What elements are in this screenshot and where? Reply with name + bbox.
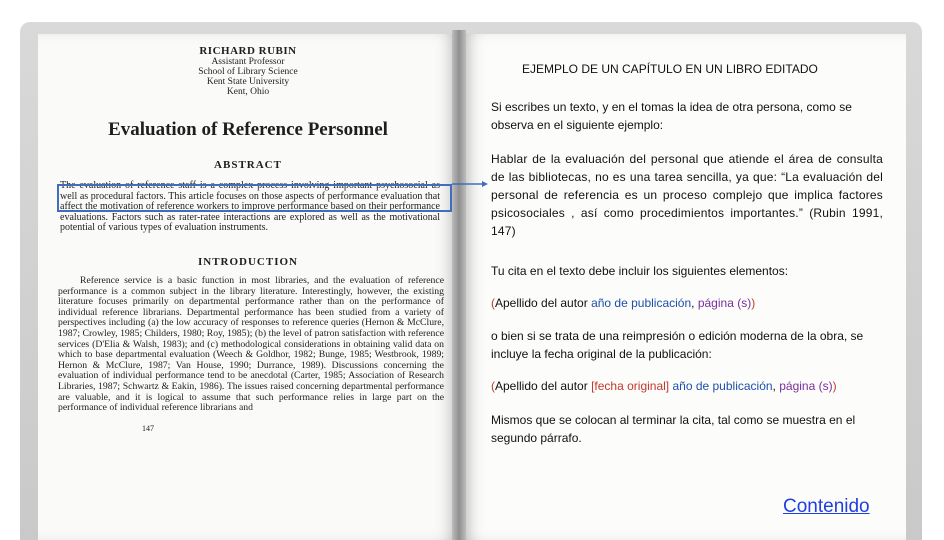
paren-open: (	[491, 296, 495, 310]
reprint-paragraph: o bien si se trata de una reimpresión o edición moderna de la obra, se incluye la fecha original de la publicación:	[491, 329, 864, 361]
closing-paragraph: Mismos que se colocan al terminar la cita, tal como se muestra en el segundo párrafo.	[491, 413, 856, 445]
elements-paragraph: Tu cita en el texto debe incluir los siguientes elementos:	[491, 264, 789, 278]
paren-close: )	[832, 379, 837, 393]
citation-format-1	[491, 294, 883, 312]
page-number: 147	[142, 423, 154, 433]
arrow-icon	[452, 181, 488, 187]
format-sep: ,	[691, 296, 698, 310]
paren-close: )	[751, 296, 756, 310]
article-author: RICHARD RUBIN	[199, 45, 297, 57]
introduction-heading: INTRODUCTION	[197, 255, 298, 268]
format-sep: ,	[772, 379, 780, 393]
scanned-article	[48, 40, 448, 490]
affiliation-line: School of Library Science	[198, 67, 298, 77]
citation-format-2	[491, 377, 883, 395]
paren-open: (	[491, 379, 495, 393]
intro-paragraph: Si escribes un texto, y en el tomas la idea de otra persona, como se observa en el siguiente ejemplo:	[491, 100, 852, 132]
affiliation-line: Assistant Professor	[211, 57, 285, 67]
format-author: Apellido del autor	[495, 296, 592, 310]
book-spine	[452, 30, 466, 540]
format-page: página (s)	[779, 379, 833, 393]
affiliation-line: Kent, Ohio	[226, 87, 270, 97]
example-text: Hablar de la evaluación del personal que atiende el área de consulta de las bibliotecas, no es una tarea sencilla, ya que: “La evaluación del personal de referencia es un proceso complejo que implica factores psicosociales , así como procedimientos importantes.” (Rubin 1991, 147)	[491, 152, 883, 238]
format-page: página (s)	[697, 296, 752, 310]
example-paragraph	[491, 150, 883, 240]
abstract-text: The evaluation of reference staff is a complex process involving important psychosocial as well as procedural factors. This article focuses on those aspects of performance evaluation that affect the motivation of reference workers to improve performance based on their performance evaluations. Factors such as rater-ratee interactions are explored as well as the motivational potential of various types of evaluation instruments.	[60, 180, 440, 234]
quote-highlight-box	[57, 184, 452, 212]
contenido-link[interactable]: Contenido	[783, 496, 870, 517]
section-title: EJEMPLO DE UN CAPÍTULO EN UN LIBRO EDITADO	[522, 62, 818, 76]
format-author: Apellido del autor	[495, 379, 592, 393]
introduction-text: Reference service is a basic function in most libraries, and the evaluation of reference performance is a common subject in the library literature. Interestingly, however, the existing literature focuses primarily on departmental performance rather than on the performance of individual reference librarians. Departmental performance has been studied from a variety of perspectives including (a) the low accuracy of responses to reference queries (Hernon & McClure, 1987; Crowley, 1985; Childers, 1980; Roy, 1985); (b) the level of patron satisfaction with reference services (D'Elia & Walsh, 1983); and (c) methodological considerations in obtaining valid data on which to base departmental evaluation (Weech & Goldhor, 1982; Bunge, 1985; Westbrook, 1989; Hernon & McClure, 1987; Van House, 1990; Durrance, 1989). Discussions concerning the evaluation of individual performance tend to be anecdotal (Carter, 1985; Association of Research Libraries, 1987; Schwartz & Eakin, 1986). The issues raised concerning departmental performance are valuable, and it is logical to assume that such performance relies in large part on the performance of individual reference librarians and	[58, 274, 444, 414]
format-year: año de publicación	[672, 379, 773, 393]
format-original-date: [fecha original]	[591, 379, 670, 393]
affiliation-line: Kent State University	[206, 77, 290, 87]
format-year: año de publicación	[591, 296, 692, 310]
article-title: Evaluation of Reference Personnel	[108, 119, 388, 140]
abstract-heading: ABSTRACT	[214, 159, 282, 171]
